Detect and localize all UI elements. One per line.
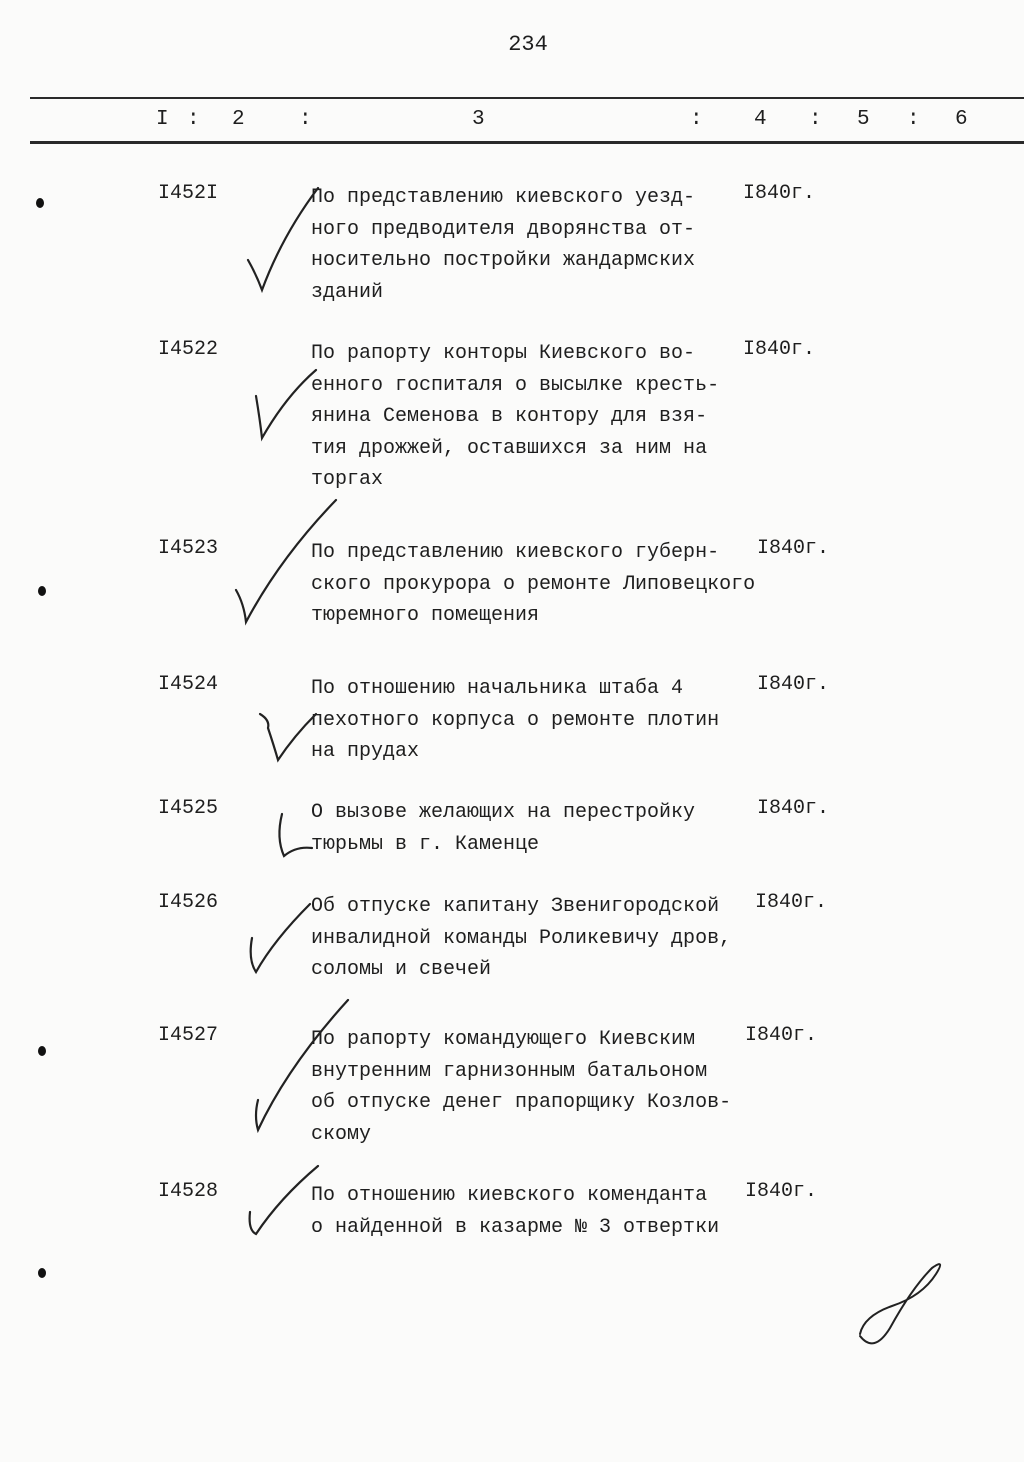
record-number: I4525 [158,797,219,820]
column-header-6: 6 [955,108,968,131]
record-year: I840г. [745,1180,818,1203]
column-separator: : [690,108,703,131]
header-rule-top [30,97,1024,99]
record-year: I840г. [745,1024,818,1047]
record-description: О вызове желающих на перестройку тюрьмы в г. Каменце [311,801,696,856]
column-header-3: 3 [472,108,485,131]
checkmark-icon [252,368,322,453]
column-separator: : [187,108,200,131]
record-number: I4526 [158,891,219,914]
signature-mark [852,1258,946,1359]
checkmark-icon [272,808,332,867]
checkmark-icon [244,186,324,301]
record-description: По представлению киевского губерн- ского прокурора о ремонте Липовецкого тюремного помещения [311,541,756,627]
record-description: По представлению киевского уезд- ного предводителя дворянства от- носительно постройки жандармских зданий [311,186,696,304]
record-year: I840г. [757,673,830,696]
record-number: I4522 [158,338,219,361]
column-header-4: 4 [754,108,767,131]
record-description: По отношению начальника штаба 4 пехотного корпуса о ремонте плотин на прудах [311,677,720,763]
column-header-5: 5 [857,108,870,131]
checkmark-icon [232,498,342,633]
record-year: I840г. [743,338,816,361]
column-separator: : [809,108,822,131]
record-year: I840г. [743,182,816,205]
checkmark-icon [256,710,322,771]
header-rule-bottom [30,141,1024,144]
column-separator: : [907,108,920,131]
binding-hole-dot [36,198,44,208]
record-description: По отношению киевского коменданта о найденной в казарме № 3 отвертки [311,1184,720,1239]
record-number: I4527 [158,1024,219,1047]
binding-hole-dot [38,1268,46,1278]
record-description: По рапорту командующего Киевским внутренним гарнизонным батальоном об отпуске денег прапорщику Козлов- скому [311,1028,732,1146]
record-year: I840г. [757,537,830,560]
record-number: I4523 [158,537,219,560]
checkmark-icon [244,1164,324,1249]
binding-hole-dot [38,586,46,596]
binding-hole-dot [38,1046,46,1056]
record-year: I840г. [757,797,830,820]
column-header-1: I [156,108,169,131]
record-number: I452I [158,182,219,205]
checkmark-icon [244,900,314,985]
record-year: I840г. [755,891,828,914]
page-number: 234 [508,32,548,57]
record-number: I4524 [158,673,219,696]
column-header-2: 2 [232,108,245,131]
checkmark-icon [248,996,358,1141]
record-number: I4528 [158,1180,219,1203]
record-description: Об отпуске капитану Звенигородской инвалидной команды Роликевичу дров, соломы и свечей [311,895,732,981]
column-separator: : [299,108,312,131]
record-description: По рапорту конторы Киевского во- енного госпиталя о высылке кресть- янина Семенова в контору для взя- тия дрожжей, оставшихся за ним на торгах [311,342,720,491]
